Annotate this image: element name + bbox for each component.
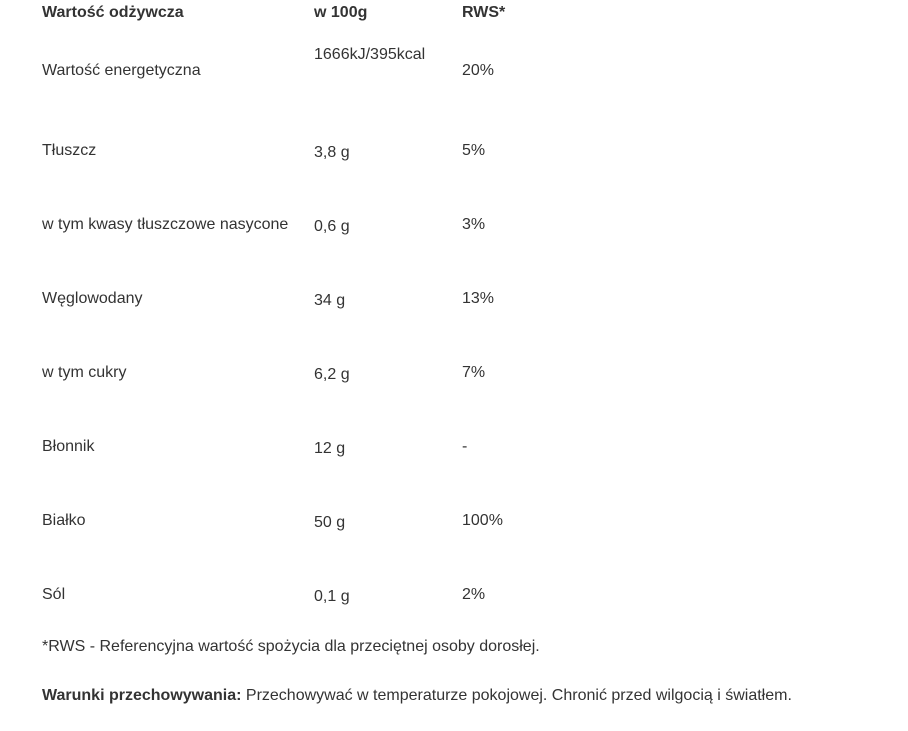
rws-footnote: *RWS - Referencyjna wartość spożycia dla przeciętnej osoby dorosłej. [42, 638, 540, 655]
nutrient-per-100g: 34 g [314, 292, 346, 309]
nutrient-per-100g: 3,8 g [314, 144, 350, 161]
nutrient-per-100g: 1666kJ/395kcal [314, 46, 426, 63]
nutrient-name: Węglowodany [42, 290, 143, 307]
storage-text: Przechowywać w temperaturze pokojowej. Chronić przed wilgocią i światłem. [241, 687, 792, 704]
nutrient-name: Błonnik [42, 438, 95, 455]
table-row [42, 22, 662, 108]
nutrient-name: Tłuszcz [42, 142, 97, 159]
storage-conditions [42, 687, 792, 705]
nutrient-rws: - [462, 438, 468, 455]
table-row [42, 478, 662, 552]
nutrient-per-100g: 0,1 g [314, 588, 350, 605]
nutrient-name: Sól [42, 586, 66, 603]
nutrient-rws: 20% [462, 62, 495, 79]
nutrient-name: w tym kwasy tłuszczowe nasycone [42, 216, 289, 233]
table-row [42, 552, 662, 626]
nutrient-rws: 13% [462, 290, 495, 307]
nutrient-name: Białko [42, 512, 86, 529]
table-row [42, 108, 662, 182]
nutrient-per-100g: 50 g [314, 514, 346, 531]
header-nutrient: Wartość odżywcza [42, 4, 184, 21]
nutrient-name: w tym cukry [42, 364, 127, 381]
nutrient-rws: 7% [462, 364, 486, 381]
table-row [42, 330, 662, 404]
table-row [42, 182, 662, 256]
nutrient-rws: 100% [462, 512, 503, 529]
nutrient-per-100g: 12 g [314, 440, 346, 457]
nutrition-table [42, 4, 662, 626]
storage-label: Warunki przechowywania: [42, 687, 242, 704]
table-row [42, 404, 662, 478]
table-row [42, 256, 662, 330]
nutrient-name: Wartość energetyczna [42, 62, 201, 79]
nutrition-header-row [42, 4, 662, 22]
nutrient-per-100g: 6,2 g [314, 366, 350, 383]
nutrient-rws: 3% [462, 216, 486, 233]
nutrient-per-100g: 0,6 g [314, 218, 350, 235]
header-rws: RWS* [462, 4, 506, 21]
header-per-100g: w 100g [314, 4, 368, 21]
nutrient-rws: 5% [462, 142, 486, 159]
nutrient-rws: 2% [462, 586, 486, 603]
